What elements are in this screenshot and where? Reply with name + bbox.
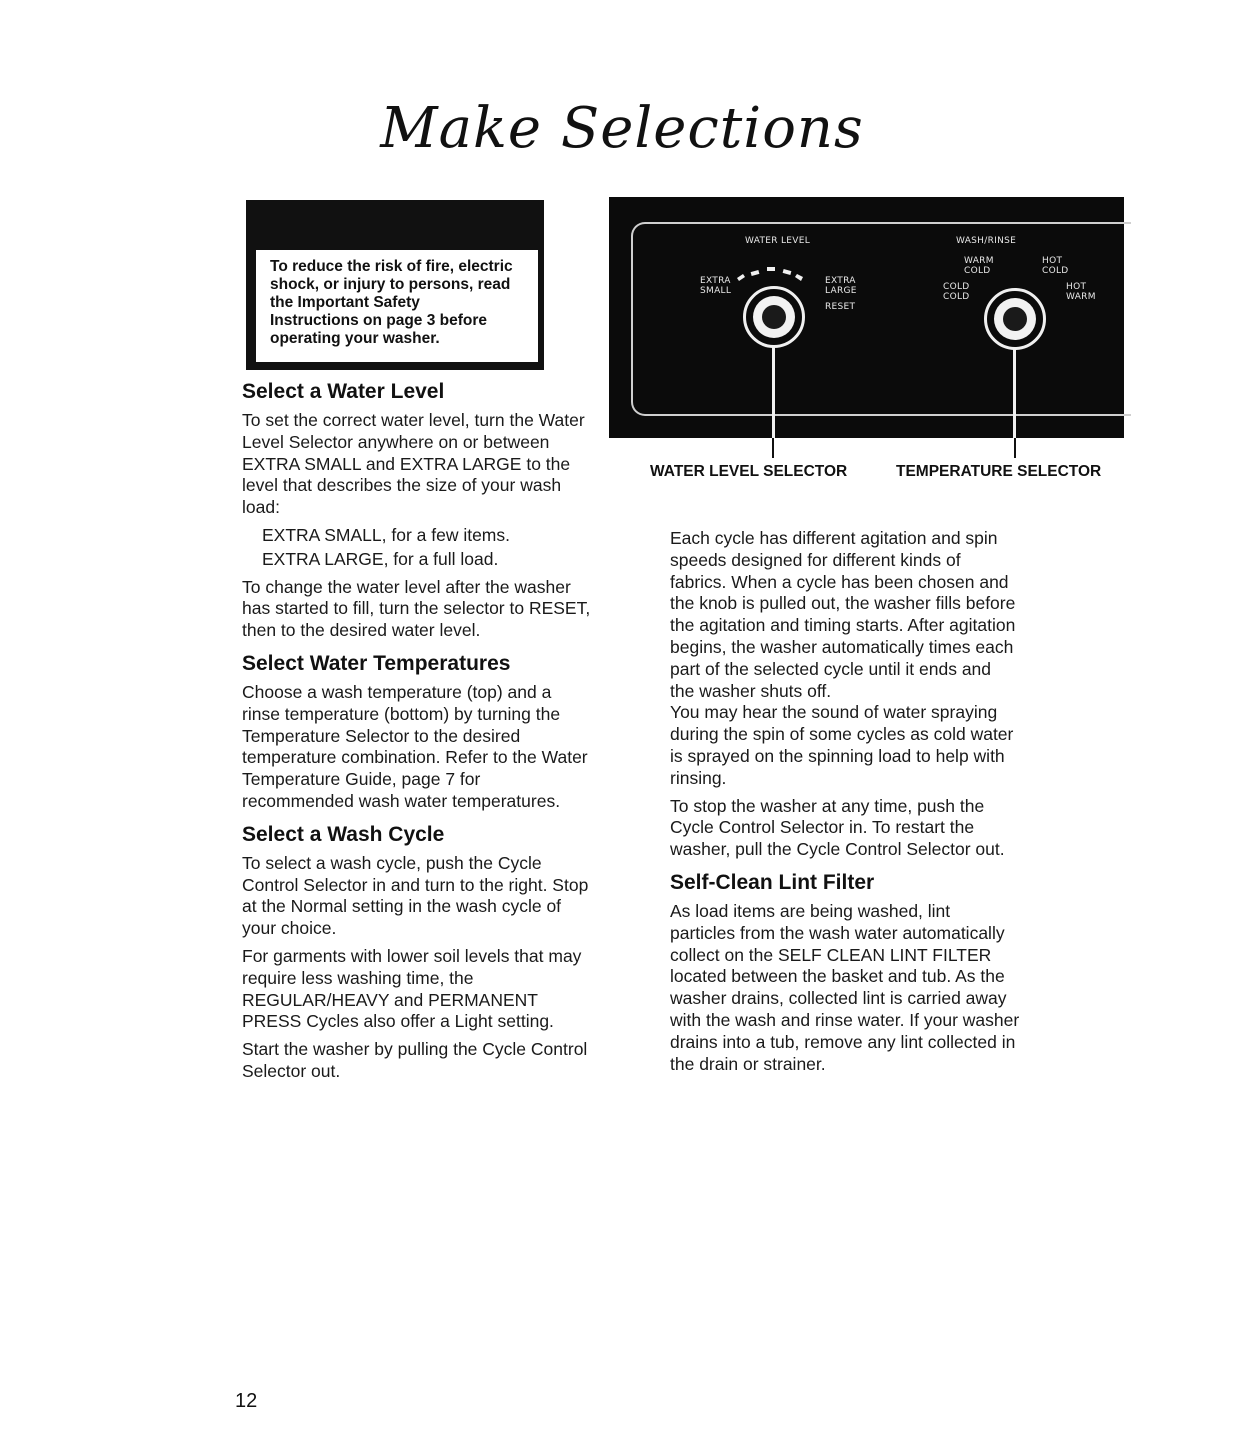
hot-warm-label: HOT WARM	[1066, 282, 1096, 302]
heading-water-temperatures: Select Water Temperatures	[242, 651, 511, 675]
temperature-selector-caption: TEMPERATURE SELECTOR	[896, 463, 1102, 480]
wash-rinse-label: WASH/RINSE	[956, 236, 1017, 246]
panel-frame	[631, 222, 1131, 416]
warning-line: the Important Safety	[270, 294, 420, 311]
water-level-stem	[772, 346, 775, 438]
paragraph: To set the correct water level, turn the Water Level Selector anywhere on or between EXTRA SMALL and EXTRA LARGE to the level that describes the size of your wash load:	[242, 410, 585, 518]
reset-label: RESET	[825, 302, 856, 312]
paragraph: Each cycle has different agitation and spin speeds designed for different kinds of fabrics. When a cycle has been chosen and the knob is pulled out, the washer fills before the agitation and timing starts. After agitation begins, the washer automatically times each part of the selected cycle until it ends and the washer shuts off.	[670, 528, 1016, 701]
list-item: EXTRA SMALL, for a few items.	[262, 524, 510, 545]
warning-line: Instructions on page 3 before	[270, 312, 488, 329]
temperature-leader	[1014, 438, 1016, 458]
right-column	[670, 528, 1020, 1081]
list-item: EXTRA LARGE, for a full load.	[262, 548, 499, 569]
paragraph: To select a wash cycle, push the Cycle Control Selector in and turn to the right. Stop at the Normal setting in the wash cycle of your choice.	[242, 852, 589, 939]
paragraph: To stop the washer at any time, push the Cycle Control Selector in. To restart the washer, pull the Cycle Control Selector out.	[670, 795, 1005, 860]
paragraph: Start the washer by pulling the Cycle Control Selector out.	[242, 1039, 588, 1081]
warning-text	[256, 250, 538, 362]
paragraph: As load items are being washed, lint particles from the wash water automatically collect on the SELF CLEAN LINT FILTER located between the basket and tub. As the washer drains, collected lint is carried away with the wash and rinse water. If your washer drains into a tub, remove any lint collected in the drain or strainer.	[670, 900, 1020, 1074]
hot-cold-label: HOT COLD	[1042, 256, 1069, 276]
page-number: 12	[235, 1390, 258, 1412]
temperature-knob-center	[1003, 307, 1027, 331]
paragraph: You may hear the sound of water spraying during the spin of some cycles as cold water is sprayed on the spinning load to help with rinsing.	[670, 702, 1014, 788]
warning-line: To reduce the risk of fire, electric	[270, 258, 513, 275]
water-level-knob-center	[762, 305, 786, 329]
heading-wash-cycle: Select a Wash Cycle	[242, 822, 445, 846]
paragraph: To change the water level after the washer has started to fill, turn the selector to RESET, then to the desired water level.	[242, 576, 591, 641]
level-range-marks	[735, 262, 815, 282]
water-level-selector-caption: WATER LEVEL SELECTOR	[650, 463, 848, 480]
warm-cold-label: WARM COLD	[964, 256, 994, 276]
extra-large-label: EXTRA LARGE	[825, 276, 857, 296]
left-column	[242, 380, 592, 1089]
extra-small-label: EXTRA SMALL	[700, 276, 732, 296]
temperature-stem	[1013, 348, 1016, 438]
heading-water-level: Select a Water Level	[242, 380, 445, 403]
paragraph: Choose a wash temperature (top) and a rinse temperature (bottom) by turning the Temperature Selector to the desired temperature combination. Refer to the Water Temperature Guide, page 7 for recommended wash water temperatures.	[242, 681, 588, 811]
water-level-leader	[772, 438, 774, 458]
water-level-label: WATER LEVEL	[745, 236, 811, 246]
heading-lint-filter: Self-Clean Lint Filter	[670, 870, 875, 894]
cold-cold-label: COLD COLD	[943, 282, 970, 302]
warning-line: operating your washer.	[270, 330, 440, 347]
paragraph: For garments with lower soil levels that may require less washing time, the REGULAR/HEAVY and PERMANENT PRESS Cycles also offer a Light setting.	[242, 945, 582, 1032]
warning-line: shock, or injury to persons, read	[270, 276, 511, 293]
page-title: Make Selections	[380, 96, 864, 161]
